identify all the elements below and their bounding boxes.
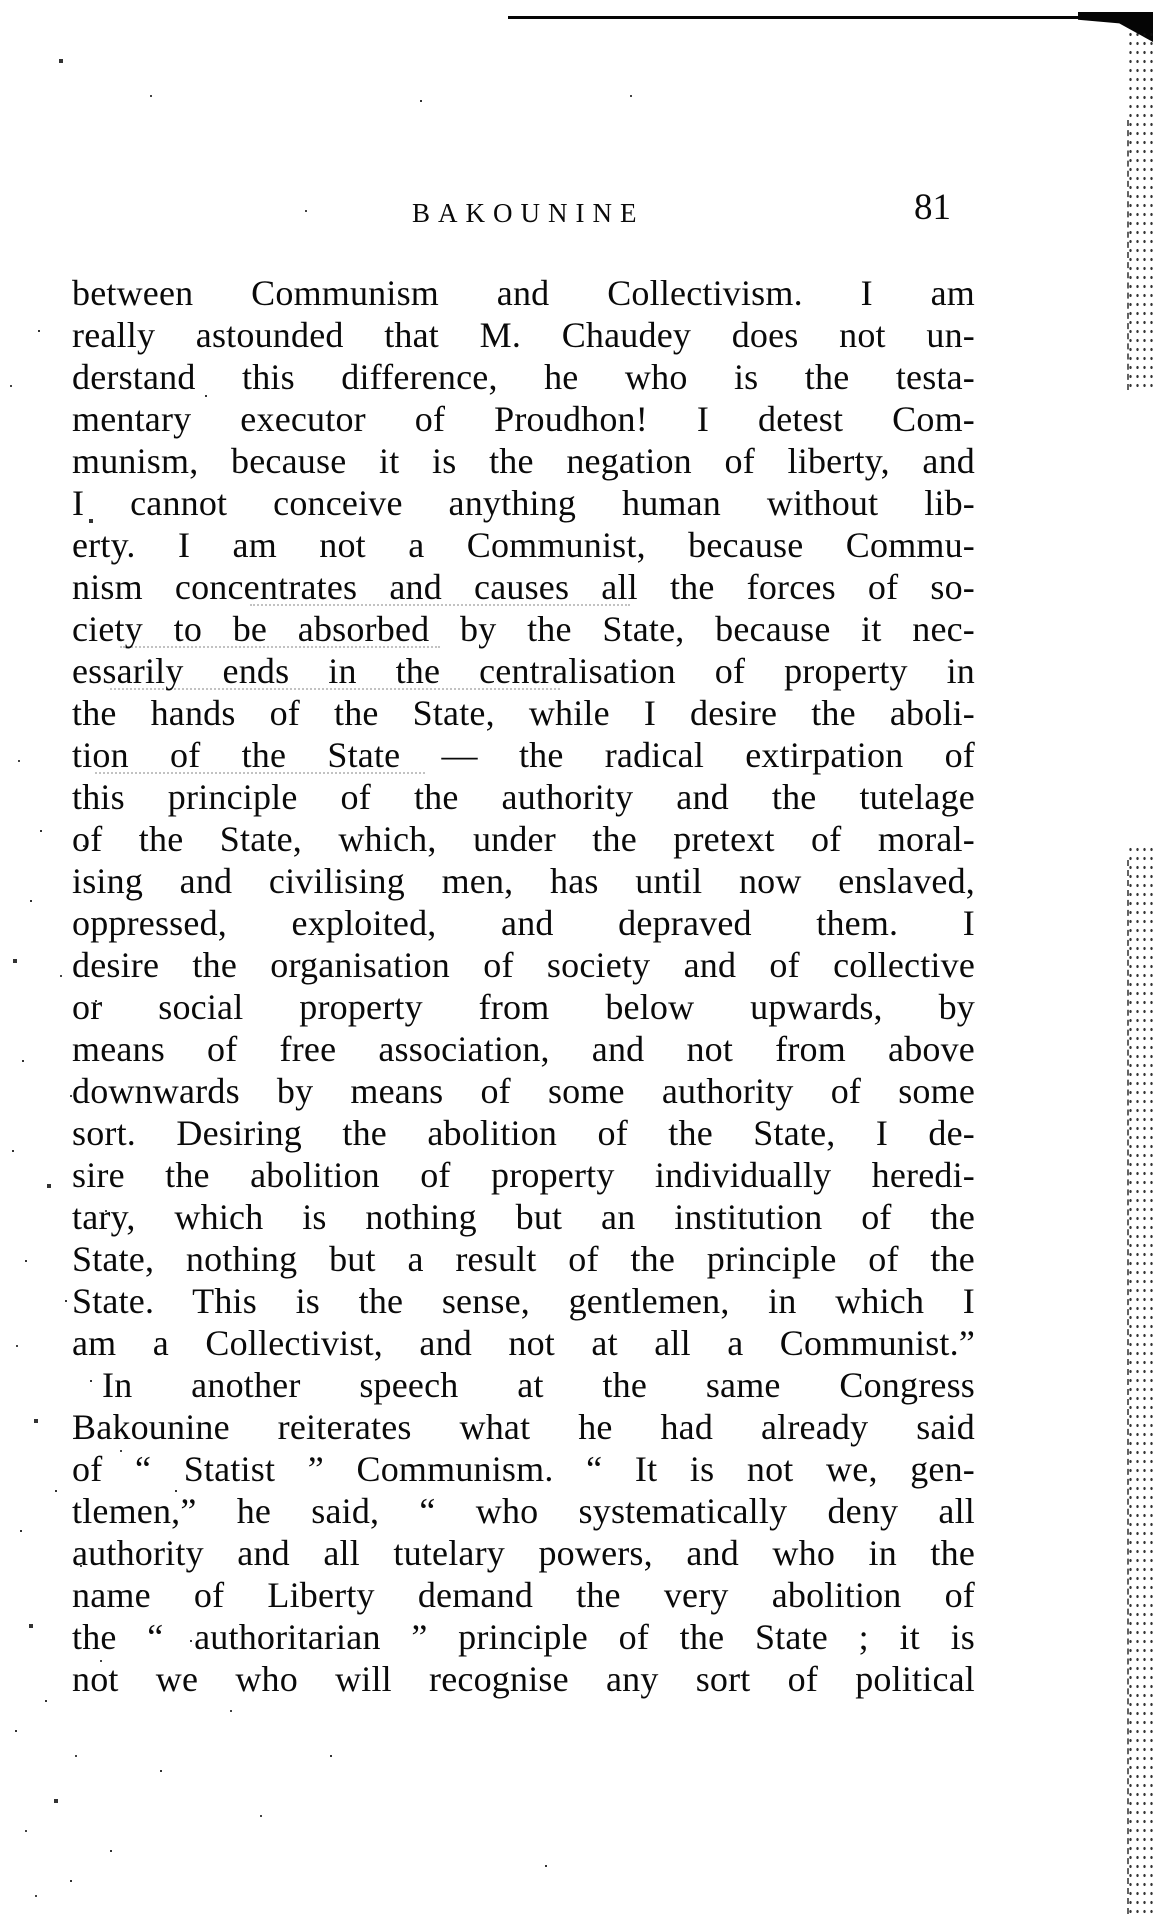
text-line: In another speech at the same Congress: [102, 1365, 975, 1405]
text-line: tary, which is nothing but an institution of the: [72, 1197, 975, 1237]
text-line: authority and all tutelary powers, and who in the: [72, 1533, 975, 1573]
text-line: essarily ends in the centralisation of property in: [72, 651, 975, 691]
text-line: of the State, which, under the pretext of moral-: [72, 819, 975, 859]
text-line: means of free association, and not from above: [72, 1029, 975, 1069]
text-line: ising and civilising men, has until now enslaved,: [72, 861, 975, 901]
text-line: State, nothing but a result of the principle of the: [72, 1239, 975, 1279]
text-line: I cannot conceive anything human without lib-: [72, 483, 975, 523]
text-line: State. This is the sense, gentlemen, in which I: [72, 1281, 975, 1321]
text-line: ciety to be absorbed by the State, because it nec-: [72, 609, 975, 649]
text-line: munism, because it is the negation of liberty, and: [72, 441, 975, 481]
text-line: am a Collectivist, and not at all a Communist.”: [72, 1323, 975, 1363]
text-line: the hands of the State, while I desire the aboli-: [72, 693, 975, 733]
scan-artifact-top-rule: [508, 16, 1153, 19]
text-line: between Communism and Collectivism. I am: [72, 273, 975, 313]
text-line: the “ authoritarian ” principle of the State ; it is: [72, 1617, 975, 1657]
page-number: 81: [914, 187, 951, 228]
text-line: this principle of the authority and the tutelage: [72, 777, 975, 817]
text-line: Bakounine reiterates what he had already said: [72, 1407, 975, 1447]
text-line: not we who will recognise any sort of political: [72, 1659, 975, 1699]
scan-artifact-speckles: [0, 0, 2, 2]
text-line: downwards by means of some authority of some: [72, 1071, 975, 1111]
text-line: desire the organisation of society and of collective: [72, 945, 975, 985]
text-line: tlemen,” he said, “ who systematically deny all: [72, 1491, 975, 1531]
text-line: or social property from below upwards, by: [72, 987, 975, 1027]
text-line: tion of the State — the radical extirpation of: [72, 735, 975, 775]
text-line: of “ Statist ” Communism. “ It is not we, gen-: [72, 1449, 975, 1489]
text-line: sort. Desiring the abolition of the State, I de-: [72, 1113, 975, 1153]
text-line: oppressed, exploited, and depraved them. I: [72, 903, 975, 943]
scan-artifact-binding-line: [1127, 860, 1131, 1914]
scan-artifact-binding-line: [1127, 120, 1131, 390]
text-line: erty. I am not a Communist, because Commu-: [72, 525, 975, 565]
text-line: mentary executor of Proudhon! I detest Com-: [72, 399, 975, 439]
text-line: nism concentrates and causes all the forces of so-: [72, 567, 975, 607]
text-line: really astounded that M. Chaudey does not un-: [72, 315, 975, 355]
text-line: sire the abolition of property individually heredi-: [72, 1155, 975, 1195]
body-text-block: [72, 272, 975, 1700]
text-line: derstand this difference, he who is the testa-: [72, 357, 975, 397]
running-head: BAKOUNINE: [412, 198, 645, 228]
text-line: name of Liberty demand the very abolition of: [72, 1575, 975, 1615]
